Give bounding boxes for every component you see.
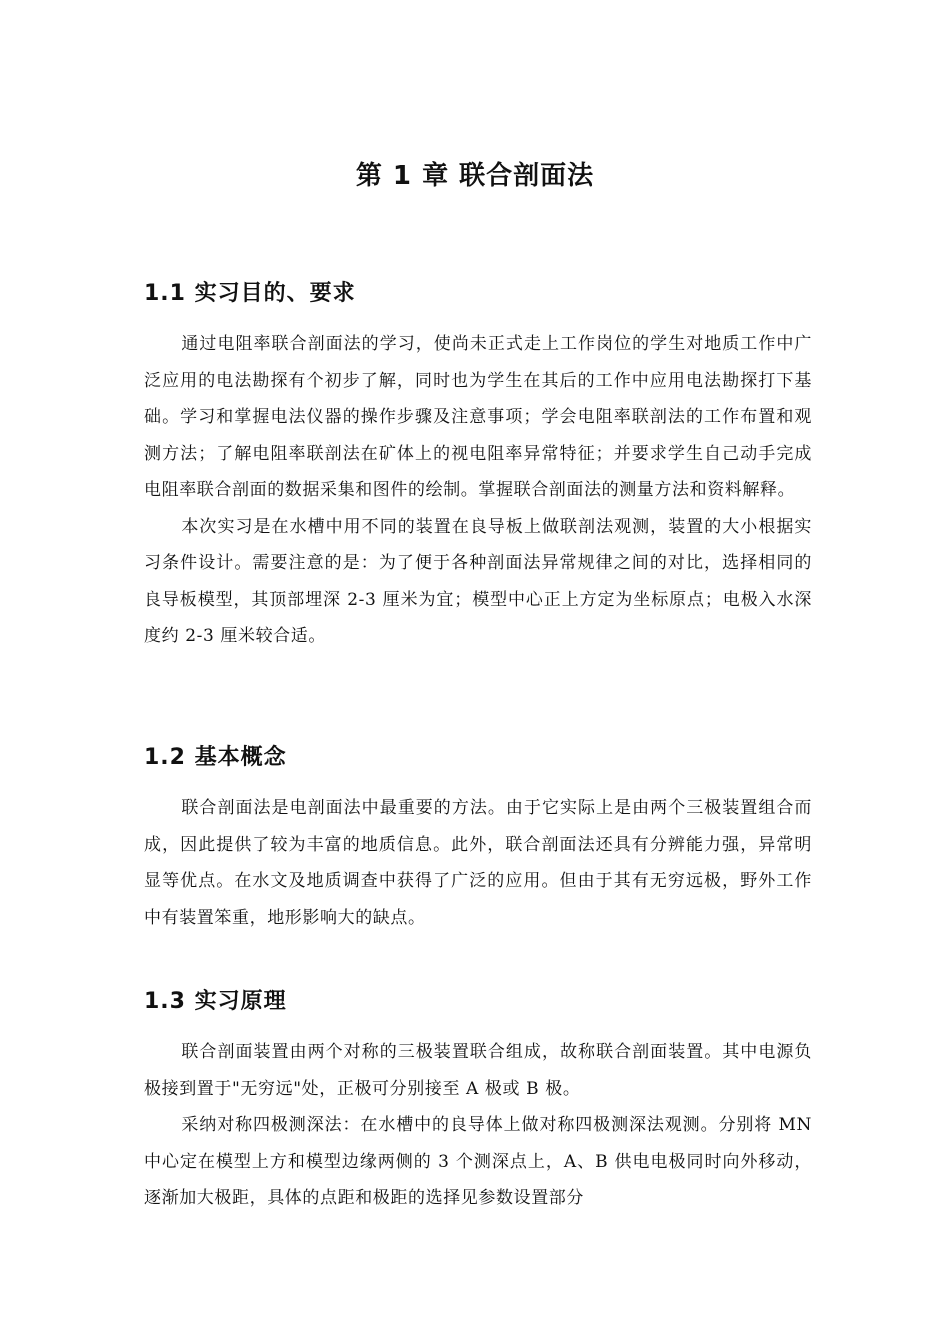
paragraph: 通过电阻率联合剖面法的学习，使尚未正式走上工作岗位的学生对地质工作中广泛应用的电法勘探有个初步了解，同时也为学生在其后的工作中应用电法勘探打下基础。学习和掌握电法仪器的操作步骤及注意事项；学会电阻率联剖法的工作布置和观测方法；了解电阻率联剖法在矿体上的视电阻率异常特征；并要求学生自己动手完成电阻率联合剖面的数据采集和图件的绘制。掌握联合剖面法的测量方法和资料解释。 [144,334,812,500]
section-heading: 1.2 基本概念 [144,745,287,770]
paragraph: 联合剖面法是电剖面法中最重要的方法。由于它实际上是由两个三极装置组合而成，因此提供了较为丰富的地质信息。此外，联合剖面法还具有分辨能力强，异常明显等优点。在水文及地质调查中获得了广泛的应用。但由于其有无穷远极，野外工作中有装置笨重，地形影响大的缺点。 [144,798,812,928]
section-heading: 1.3 实习原理 [144,989,287,1014]
paragraph: 联合剖面装置由两个对称的三极装置联合组成，故称联合剖面装置。其中电源负极接到置于"无穷远"处，正极可分别接至 A 极或 B 极。 [144,1042,812,1099]
chapter-title: 第 1 章 联合剖面法 [355,161,595,191]
section-objectives [144,276,812,655]
section-basic-concepts [144,740,812,936]
section-heading: 1.1 实习目的、要求 [144,281,356,306]
paragraph: 本次实习是在水槽中用不同的装置在良导板上做联剖法观测，装置的大小根据实习条件设计。需要注意的是：为了便于各种剖面法异常规律之间的对比，选择相同的良导板模型，其顶部埋深 2-3 厘米为宜；模型中心正上方定为坐标原点；电极入水深度约 2-3 厘米较合适。 [144,516,812,646]
paragraph: 采纳对称四极测深法：在水槽中的良导体上做对称四极测深法观测。分别将 MN 中心定在模型上方和模型边缘两侧的 3 个测深点上，A、B 供电电极同时向外移动，逐渐加大极距，具体的点距和极距的选择见参数设置部分 [144,1115,812,1208]
section-principle [144,984,812,1217]
